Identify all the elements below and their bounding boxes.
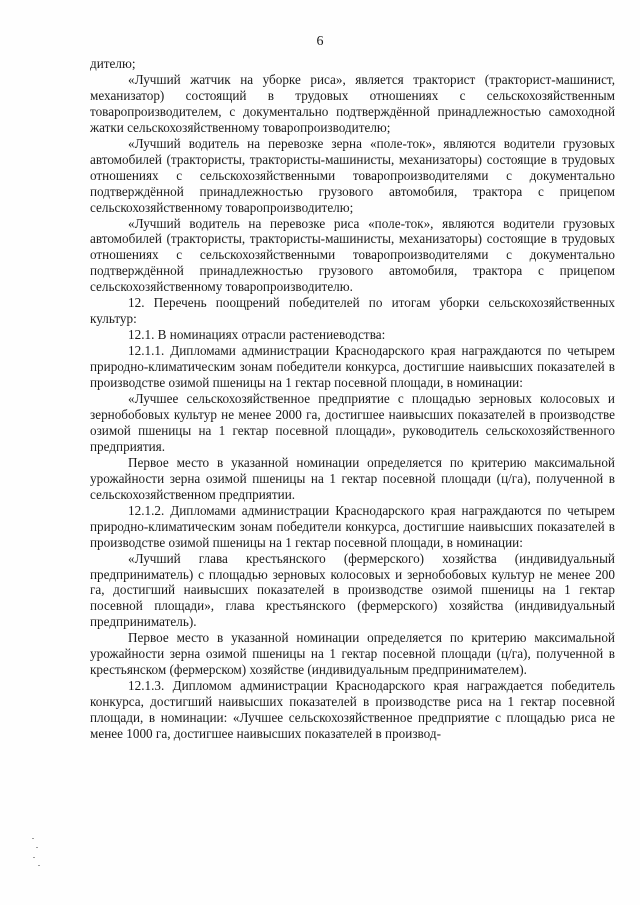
document-body [90,56,615,742]
paragraph: «Лучший жатчик на уборке риса», является тракторист (тракторист-машинист, механизатор) состоящий в трудовых отношениях с сельскохозяйственным товаропроизводителем, с документально подтверждённой принадлежностью самоходной жатки сельскохозяйственному товаропроизводителю; [90,71,615,135]
paragraph: Первое место в указанной номинации определяется по критерию максимальной урожайности зерна озимой пшеницы на 1 гектар посевной площади (ц/га), полученной в сельскохозяйственном предприятии. [90,454,615,502]
paragraph: 12.1.1. Дипломами администрации Краснодарского края награждаются по четырем природно-климатическим зонам победители конкурса, достигшие наивысших показателей в производстве озимой пшеницы на 1 гектар посевной площади, в номинации: [90,343,615,391]
section-heading: 12. Перечень поощрений победителей по итогам уборки сельскохозяйственных культур: [90,295,615,327]
nomination-paragraph: «Лучшее сельскохозяйственное предприятие с площадью зерновых колосовых и зернобобовых культур не менее 2000 га, достигшее наивысших показателей в производстве озимой пшеницы на 1 гектар посевной площади», руководитель сельскохозяйственного предприятия. [90,391,615,454]
paragraph: 12.1.3. Дипломом администрации Краснодарского края награждается победитель конкурса, достигший наивысших показателей в производстве риса на 1 гектар посевной площади, в номинации: «Лучшее сельскохозяйственное предприятие с площадью риса не менее 1000 га, достигшее наивысших показателей в производ- [90,678,615,742]
paragraph: 12.1.2. Дипломами администрации Краснодарского края награждаются по четырем природно-климатическим зонам победители конкурса, достигшие наивысших показателей в производстве озимой пшеницы на 1 гектар посевной площади, в номинации: [90,502,615,550]
paragraph: «Лучший водитель на перевозке риса «поле-ток», являются водители грузовых автомобилей (трактористы, трактористы-машинисты, механизаторы) состоящие в трудовых отношениях с сельскохозяйственными товаропроизводителями с документально подтверждённой принадлежностью грузового автомобиля, трактора с прицепом сельскохозяйственному товаропроизводителю. [90,215,615,295]
paragraph: Первое место в указанной номинации определяется по критерию максимальной урожайности зерна озимой пшеницы на 1 гектар посевной площади (ц/га), полученной в крестьянском (фермерском) хозяйстве (индивидуальным предпринимателем). [90,630,615,678]
paragraph: дителю; [90,56,136,71]
paragraph: «Лучший водитель на перевозке зерна «поле-ток», являются водители грузовых автомобилей (трактористы, трактористы-машинисты, механизаторы) состоящие в трудовых отношениях с сельскохозяйственными товаропроизводителями с документально подтверждённой принадлежностью грузового автомобиля, трактора с прицепом сельскохозяйственному товаропроизводителю; [90,135,615,215]
page-number: 6 [316,34,324,49]
nomination-paragraph: «Лучший глава крестьянского (фермерского) хозяйства (индивидуальный предприниматель) с площадью зерновых колосовых и зернобобовых культур не менее 200 га, достигший наивысших показателей в производстве озимой пшеницы на 1 гектар посевной площади», глава крестьянского (фермерского) хозяйства (индивидуальный предприниматель). [90,550,615,630]
scan-artifact [30,835,44,875]
subsection-heading: 12.1. В номинациях отрасли растениеводства: [128,327,386,343]
